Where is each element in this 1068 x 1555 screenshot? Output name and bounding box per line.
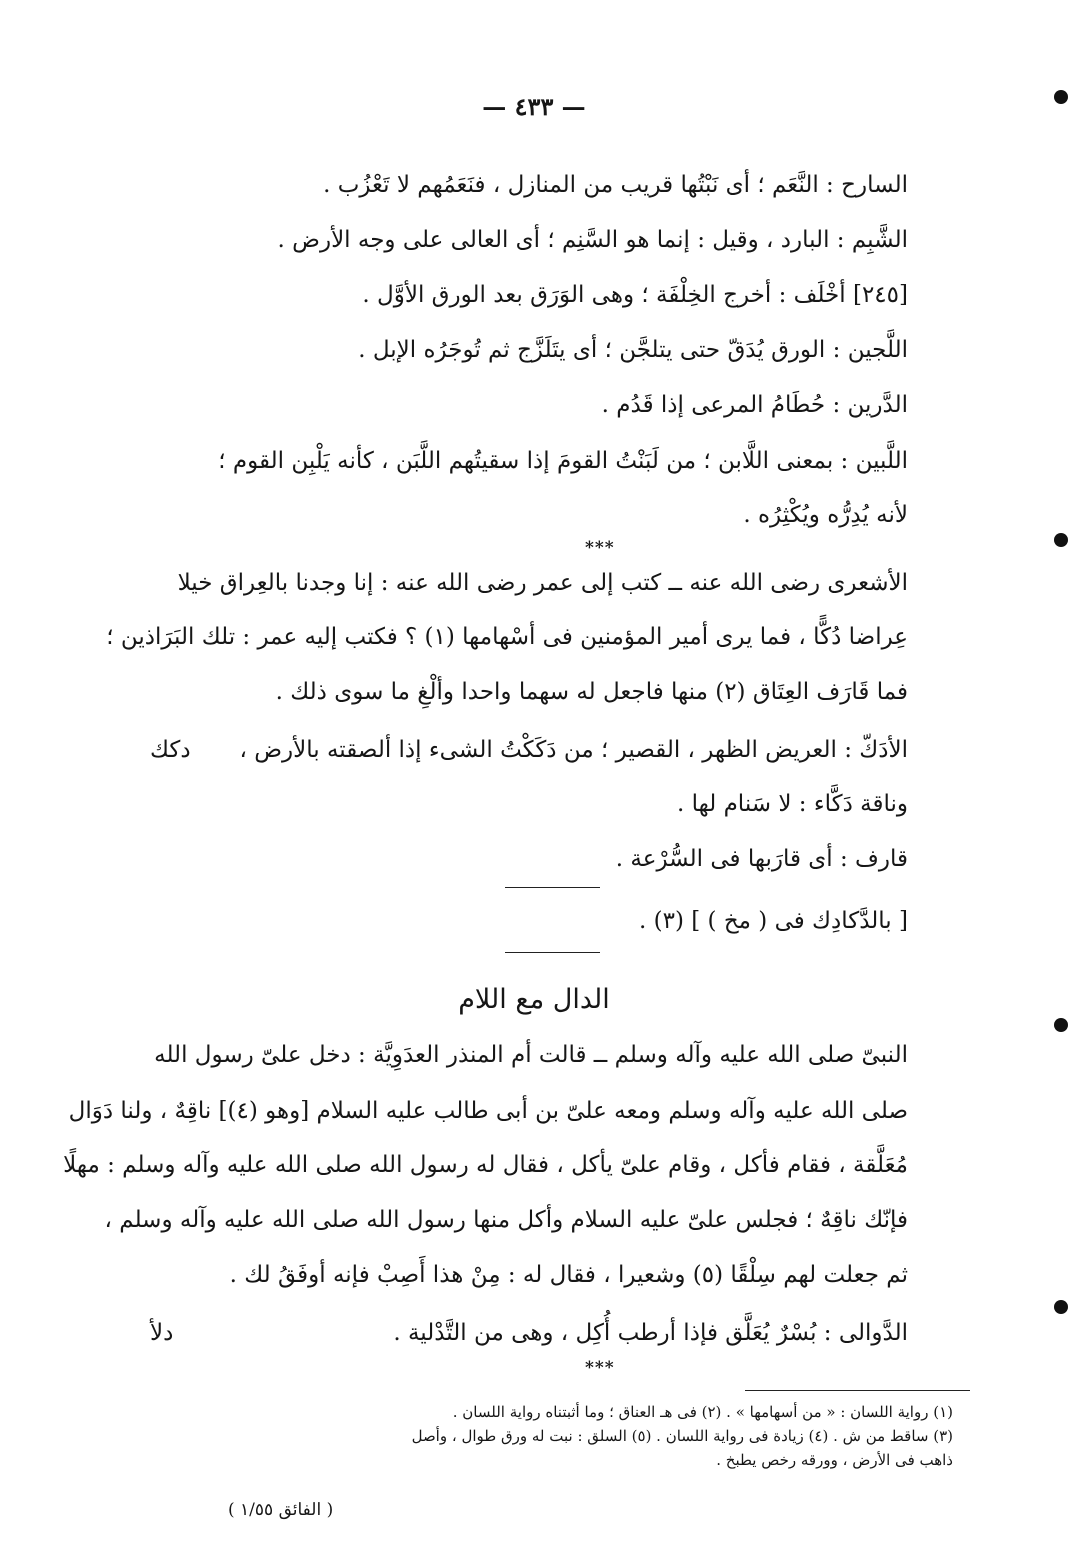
hadith-line: عِراضا دُكًّا ، فما يرى أمير المؤمنين فى أسْهامها (١) ؟ فكتب إليه عمر : تلك البَرَاذين ؛ [106, 624, 908, 650]
hadith-line: النبىّ صلى الله عليه وآله وسلم ــ قالت أم المنذر العدَوِيَّة : دخل علىّ رسول الله [154, 1042, 908, 1068]
page-number: — ٤٣٣ — [482, 92, 586, 121]
hadith-line: صلى الله عليه وآله وسلم ومعه علىّ بن أبى طالب عليه السلام [وهو (٤)] ناقِهٌ ، ولنا دَوَال [68, 1098, 908, 1124]
entry-line: الدَّرين : حُطَامُ المرعى إذا قَدُم . [601, 392, 908, 418]
divider [505, 887, 600, 888]
entry-line: لأنه يُدِرُّه ويُكْثِرُه . [743, 502, 908, 528]
binding-hole [1054, 1300, 1068, 1314]
insertion-note: [ بالدَّكادِك فى ( مخ ) ] (٣) . [639, 908, 908, 934]
hadith-line: فما قَارَف العِتَاق (٢) منها فاجعل له سهما واحدا وألْغِ ما سوى ذلك . [275, 679, 908, 705]
gloss-line: الأدَكّ : العريض الظهر ، القصير ؛ من دَكَكْتُ الشىء إذا ألصقته بالأرض ، [239, 737, 908, 763]
entry-line: اللَّبين : بمعنى اللَّابن ؛ من لَبَنْتُ القومَ إذا سقيتُهم اللَّبَن ، كأنه يَلْبِن القوم ؛ [218, 448, 908, 474]
gloss-line: الدَّوالى : بُسْرٌ يُعَلَّق فإذا أرطب أُكِل ، وهى من التَّدْلية . [393, 1320, 908, 1346]
entry-line: السارح : النَّعَم ؛ أى نَبْتُها قريب من المنازل ، فنَعَمُهم لا تَعْزُب . [323, 172, 908, 198]
entry-line: [٢٤٥] أخْلَف : أخرج الخِلْفَة ؛ وهى الوَرَق بعد الورق الأوَّل . [362, 282, 908, 308]
margin-root: دكك [150, 737, 191, 763]
section-separator: *** [585, 538, 615, 558]
entry-line: الشَّبِم : البارد ، وقيل : إنما هو السَّنِم ؛ أى العالى على وجه الأرض . [277, 227, 908, 253]
volume-signature: ( الفائق ١/٥٥ ) [228, 1500, 334, 1520]
footnote: (٣) ساقط من ش . (٤) زيادة فى رواية اللسان . (٥) السلق : نبت له ورق طوال ، وأصل [411, 1427, 953, 1445]
hadith-line: ثم جعلت لهم سِلْقًا (٥) وشعيرا ، فقال له : مِنْ هذا أَصِبْ فإنه أوفَقُ لك . [229, 1262, 908, 1288]
footnote: (١) رواية اللسان : « من أسهامها » . (٢) فى هـ العناق ؛ وما أثبتناه رواية اللسان . [452, 1403, 953, 1421]
binding-hole [1054, 1018, 1068, 1032]
gloss-line: قارف : أى قارَبها فى السُّرْعة . [615, 846, 908, 872]
footnote: ذاهب فى الأرض ، وورقه رخص يطبخ . [716, 1451, 953, 1469]
entry-line: اللَّجين : الورق يُدَقّ حتى يتلجَّن ؛ أى يتَلَزَّج ثم تُوجَرُه الإبل . [358, 337, 908, 363]
hadith-line: مُعَلَّقة ، فقام فأكل ، وقام علىّ يأكل ، فقال له رسول الله صلى الله عليه وآله وسلم : مهلًا [63, 1152, 908, 1178]
footnote-rule [745, 1390, 970, 1391]
margin-root: دلأ [150, 1320, 174, 1346]
hadith-line: الأشعرى رضى الله عنه ــ كتب إلى عمر رضى الله عنه : إنا وجدنا بالعِراق خيلا [177, 570, 908, 596]
binding-hole [1054, 533, 1068, 547]
hadith-line: فإنّك ناقِهٌ ؛ فجلس علىّ عليه السلام وأكل منها رسول الله صلى الله عليه وآله وسلم ، [104, 1207, 908, 1233]
gloss-line: وناقة دَكَّاء : لا سَنام لها . [677, 791, 908, 817]
section-separator: *** [585, 1358, 615, 1378]
binding-hole [1054, 90, 1068, 104]
divider [505, 952, 600, 953]
section-title: الدال مع اللام [458, 984, 610, 1015]
